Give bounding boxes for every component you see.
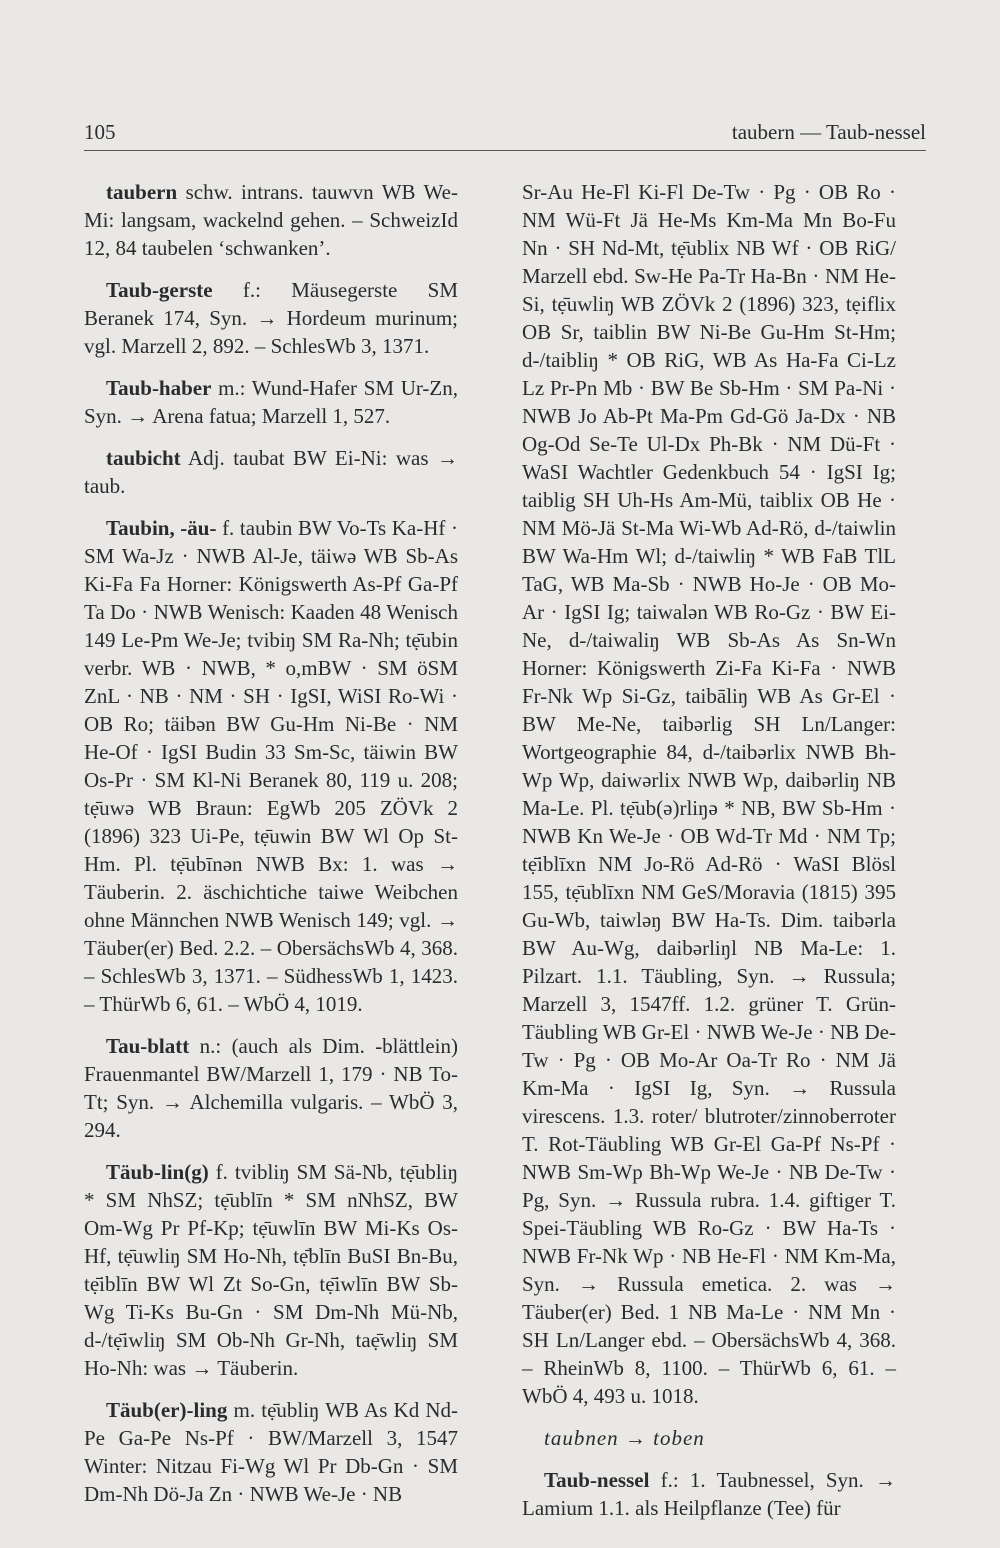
right-column: [522, 178, 896, 1536]
entry-continuation: [522, 178, 896, 1410]
entry-tau-blatt: [84, 1032, 458, 1144]
entry-body: Adj. taubat BW Ei-Ni: was → taub.: [84, 446, 458, 498]
left-column: [84, 178, 458, 1522]
lemma: Taubin, -äu-: [106, 516, 217, 540]
lemma: taubern: [106, 180, 178, 204]
entry-body: schw. intrans. tauwvn WB We-Mi: langsam, wackelnd gehen. – SchweizId 12, 84 taubelen ‘schwanken’.: [84, 180, 458, 260]
entry-body: f. taubin BW Vo-Ts Ka-Hf · SM Wa-Jz · NWB Al-Je, täiwə WB Sb-As Ki-Fa Fa Horner: Königswerth As-Pf Ga-Pf Ta Do · NWB Wenisch: Kaaden 48 Wenisch 149 Le-Pm We-Je; tvibiŋ SM Ra-Nh; tẹ̄ubin verbr. WB · NWB, * o,mBW · SM öSM ZnL · NB · NM · SH · IgSI, WiSI Ro-Wi · OB Ro; täibən BW Gu-Hm Ni-Be · NM He-Of · IgSI Budin 33 Sm-Sc, täiwin BW Os-Pr · SM Kl-Ni Beranek 80, 119 u. 208; tẹ̄uwə WB Braun: EgWb 205 ZÖVk 2 (1896) 323 Ui-Pe, tẹ̄uwin BW Wl Op St-Hm. Pl. tẹ̄ubīnən NWB Bx: 1. was → Täuberin. 2. äschichtiche taiwe Weibchen ohne Männchen NWB Wenisch 149; vgl. → Täuber(er) Bed. 2.2. – ObersächsWb 4, 368. – SchlesWb 3, 1371. – SüdhessWb 1, 1423. – ThürWb 6, 61. – WbÖ 4, 1019.: [84, 516, 458, 1016]
entry-taeub-er-ling: [84, 1396, 458, 1508]
lemma: Täub-lin(g): [106, 1160, 209, 1184]
entry-taub-nessel: [522, 1466, 896, 1522]
page-header: [84, 120, 926, 151]
entry-body: Sr-Au He-Fl Ki-Fl De-Tw · Pg · OB Ro · NM Wü-Ft Jä He-Ms Km-Ma Mn Bo-Fu Nn · SH Nd-Mt, tẹ̄ublix NB Wf · OB RiG/ Marzell ebd. Sw-He Pa-Tr Ha-Bn · NM He-Si, tẹ̄uwliŋ WB ZÖVk 2 (1896) 323, tẹiflix OB Sr, taiblin BW Ni-Be Gu-Hm St-Hm; d-/taibliŋ * OB RiG, WB As Ha-Fa Ci-Lz Lz Pr-Pn Mb · BW Be Sb-Hm · SM Pa-Ni · NWB Jo Ab-Pt Ma-Pm Gd-Gö Ja-Dx · NB Og-Od Se-Te Ul-Dx Ph-Bk · NM Dü-Ft · WaSI Wachtler Gedenkbuch 54 · IgSI Ig; taiblig SH Uh-Hs Am-Mü, taiblix OB He · NM Mö-Jä St-Ma Wi-Wb Ad-Rö, d-/taiwlin BW Wa-Hm Wl; d-/taiwliŋ * WB FaB TlL TaG, WB Ma-Sb · NWB Ho-Je · OB Mo-Ar · IgSI Ig; taiwalən WB Ro-Gz · BW Ei-Ne, d-/taiwaliŋ WB Sb-As As Sn-Wn Horner: Königswerth Zi-Fa Ki-Fa · NWB Fr-Nk Wp Si-Gz, taibāliŋ WB As Gr-El · BW Me-Ne, taibərlig SH Ln/Langer: Wortgeographie 84, d-/taibərlix NWB Bh-Wp Wp, daiwərlix NWB Wp, daibərliŋ NB Ma-Le. Pl. tẹ̄ub(ə)rliŋə * NB, BW Sb-Hm · NWB Kn We-Je · OB Wd-Tr Md · NM Tp; tẹ̄iblīxn NM Jo-Rö Ad-Rö · WaSI Blösl 155, tẹ̄ublīxn NM GeS/Moravia (1815) 395 Gu-Wb, taiwləŋ BW Ha-Ts. Dim. taibərla BW Au-Wg, daibərliŋl NB Ma-Le: 1. Pilzart. 1.1. Täubling, Syn. → Russula; Marzell 3, 1547ff. 1.2. grüner T. Grün-Täubling WB Gr-El · NWB We-Je · NB De-Tw · Pg · OB Mo-Ar Oa-Tr Ro · NM Jä Km-Ma · IgSI Ig, Syn. → Russula virescens. 1.3. roter/ blutroter/zinnoberroter T. Rot-Täubling WB Gr-El Ga-Pf Ns-Pf · NWB Sm-Wp Bh-Wp We-Je · NB De-Tw · Pg, Syn. → Russula rubra. 1.4. giftiger T. Spei-Täubling WB Ro-Gz · BW Ha-Ts · NWB Fr-Nk Wp · NB He-Fl · NM Km-Ma, Syn. → Russula emetica. 2. was → Täuber(er) Bed. 1 NB Ma-Le · NM Mn · SH Ln/Langer ebd. – ObersächsWb 4, 368. – RheinWb 8, 1100. – ThürWb 6, 61. – WbÖ 4, 493 u. 1018.: [522, 180, 896, 1408]
entry-body: f.: Mäusegerste SM Beranek 174, Syn. → Hordeum murinum; vgl. Marzell 2, 892. – SchlesWb 3, 1371.: [84, 278, 458, 358]
entry-taubicht: [84, 444, 458, 500]
entry-taubern: [84, 178, 458, 262]
entry-body: taubnen → toben: [544, 1426, 705, 1450]
lemma: Taub-haber: [106, 376, 212, 400]
entry-body: n.: (auch als Dim. -blättlein) Frauenmantel BW/Marzell 1, 179 · NB To-Tt; Syn. → Alchemilla vulgaris. – WbÖ 3, 294.: [84, 1034, 458, 1142]
entry-taubin: [84, 514, 458, 1018]
lemma: Täub(er)-ling: [106, 1398, 228, 1422]
lemma: Tau-blatt: [106, 1034, 190, 1058]
entry-body: m.: Wund-Hafer SM Ur-Zn, Syn. → Arena fatua; Marzell 1, 527.: [84, 376, 458, 428]
entry-taub-haber: [84, 374, 458, 430]
entry-body: f. tvibliŋ SM Sä-Nb, tẹ̄ubliŋ * SM NhSZ; tẹ̄ublīn * SM nNhSZ, BW Om-Wg Pr Pf-Kp; tẹ̄uwlīn BW Mi-Ks Os-Hf, tẹ̄uwliŋ SM Ho-Nh, tẹ̄blīn BuSI Bn-Bu, tẹ̄iblīn BW Wl Zt So-Gn, tẹ̄iwlīn BW Sb-Wg Ti-Ks Bu-Gn · SM Dm-Nh Mü-Nb, d-/tẹ̄iwliŋ SM Ob-Nh Gr-Nh, taẹ̄wliŋ SM Ho-Nh: was → Täuberin.: [84, 1160, 458, 1380]
lemma: taubicht: [106, 446, 181, 470]
lemma: Taub-gerste: [106, 278, 213, 302]
page-number: 105: [84, 120, 116, 144]
entry-taubnen: [522, 1424, 896, 1452]
entry-body: f.: 1. Taubnessel, Syn. → Lamium 1.1. als Heilpflanze (Tee) für: [522, 1468, 896, 1520]
entry-body: m. tẹ̄ubliŋ WB As Kd Nd-Pe Ga-Pe Ns-Pf · BW/Marzell 3, 1547 Winter: Nitzau Fi-Wg Wl Pr Db-Gn · SM Dm-Nh Dö-Ja Zn · NWB We-Je · NB: [84, 1398, 458, 1506]
entry-taeub-lin-g: [84, 1158, 458, 1382]
running-head: taubern — Taub-nessel: [731, 120, 926, 144]
entry-taub-gerste: [84, 276, 458, 360]
lemma: Taub-nessel: [544, 1468, 650, 1492]
